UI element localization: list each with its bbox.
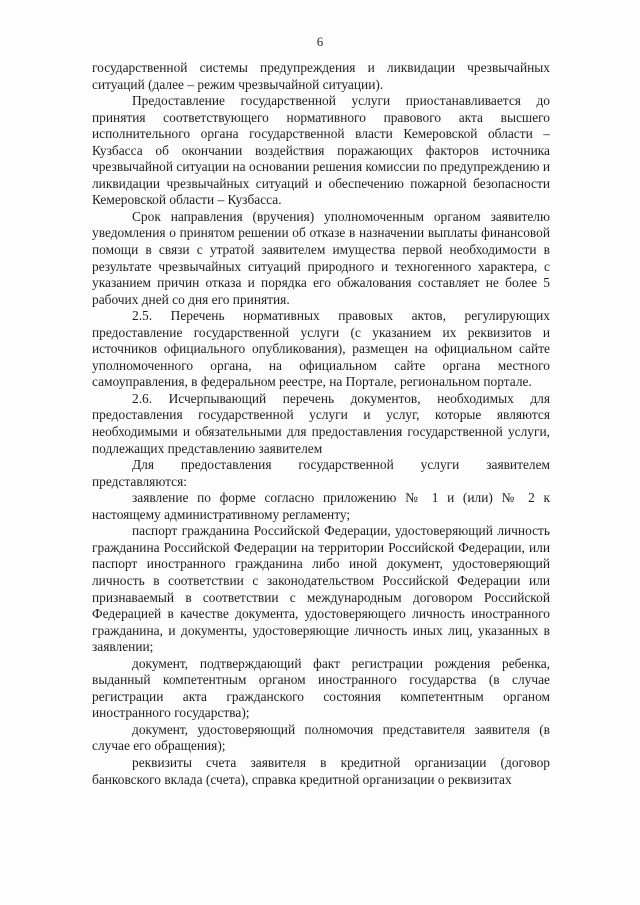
- paragraph-suspension: Предоставление государственной услуги приостанавливается до принятия соответствующего нормативного правового акта высшего исполнительного органа государственной власти Кемеровской области – Кузбасса об окончании воздействия поражающих факторов источника чрезвычайной ситуации на основании решения комиссии по предупреждению и ликвидации чрезвычайных ситуаций и обеспечению пожарной безопасности Кемеровской области – Кузбасса.: [92, 93, 550, 208]
- paragraph-documents-intro: Для предоставления государственной услуги заявителем представляются:: [92, 457, 550, 489]
- list-item-birth-registration: документ, подтверждающий факт регистрации рождения ребенка, выданный компетентным органом иностранного государства (в случае регистрации акта гражданского состояния компетентным органом иностранного государства);: [92, 655, 550, 721]
- list-item-representative-authority: документ, удостоверяющий полномочия представителя заявителя (в случае его обращения);: [92, 721, 550, 754]
- paragraph-continuation: государственной системы предупреждения и ликвидации чрезвычайных ситуаций (далее – режим чрезвычайной ситуации).: [92, 60, 550, 92]
- page-number: 6: [316, 34, 324, 49]
- list-item-passport: паспорт гражданина Российской Федерации, удостоверяющий личность гражданина Российской Федерации на территории Российской Федерации, или паспорт иностранного гражданина либо иной документ, удостоверяющий личность в соответствии с законодательством Российской Федерации или признаваемый в соответствии с международным договором Российской Федерацией в качестве документа, удостоверяющего личность иностранного гражданина, и документы, удостоверяющие личность иных лиц, указанных в заявлении;: [92, 523, 550, 655]
- list-item-bank-details: реквизиты счета заявителя в кредитной организации (договор банковского вклада (счета), справка кредитной организации о реквизитах: [92, 754, 550, 787]
- list-item-application: заявление по форме согласно приложению № 1 и (или) № 2 к настоящему административному регламенту;: [92, 490, 550, 522]
- paragraph-notice-deadline: Срок направления (вручения) уполномоченным органом заявителю уведомления о принятом решении об отказе в назначении выплаты финансовой помощи в связи с утратой заявителем имущества первой необходимости в результате чрезвычайных ситуаций природного и техногенного характера, с указанием причин отказа и порядка его обжалования составляет не более 5 рабочих дней со дня его принятия.: [92, 208, 550, 307]
- section-2-6: 2.6. Исчерпывающий перечень документов, необходимых для предоставления государственной услуги и услуг, которые являются необходимыми и обязательными для предоставления государственной услуги, подлежащих представлению заявителем: [92, 390, 550, 456]
- section-2-5: 2.5. Перечень нормативных правовых актов, регулирующих предоставление государственной услуги (с указанием их реквизитов и источников официального опубликования), размещен на официальном сайте уполномоченного органа, на официальном сайте органа местного самоуправления, в федеральном реестре, на Портале, региональном портале.: [92, 308, 550, 390]
- document-body: [92, 60, 550, 788]
